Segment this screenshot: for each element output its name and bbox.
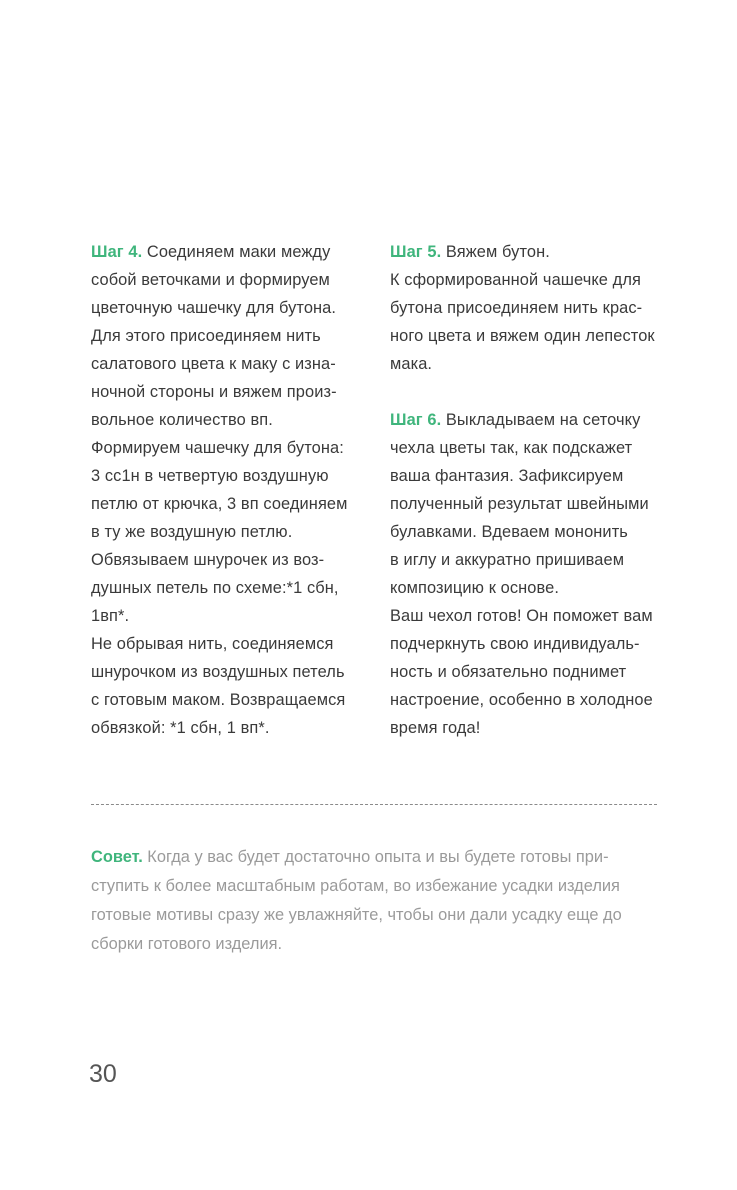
step6-line: булавками. Вдеваем мононить (390, 523, 628, 541)
left-column (91, 238, 366, 742)
step4-line: Обвязываем шнурочек из воз- (91, 551, 325, 569)
step4-line: Не обрывая нить, соединяемся (91, 635, 334, 653)
step6-line: ность и обязательно поднимет (390, 663, 627, 681)
step6-line: настроение, особенно в холодное (390, 691, 653, 709)
step6-line: подчеркнуть свою индивидуаль- (390, 635, 640, 653)
step4-first-text: Соединяем маки между (142, 243, 331, 261)
tip-line: сборки готового изделия. (91, 935, 283, 953)
step4-line: обвязкой: *1 сбн, 1 вп*. (91, 719, 270, 737)
step5-first-text: Вяжем бутон. (441, 243, 550, 261)
step5-first-line (390, 238, 665, 266)
paragraph-gap (390, 378, 665, 406)
step6-line: композицию к основе. (390, 579, 560, 597)
step4-line: ночной стороны и вяжем произ- (91, 383, 337, 401)
step4-line: в ту же воздушную петлю. (91, 523, 293, 541)
step5-line: К сформированной чашечке для (390, 271, 641, 289)
step6-first-line (390, 406, 665, 434)
tip-first-text: Когда у вас будет достаточно опыта и вы будете готовы при- (142, 848, 609, 866)
step4-line: петлю от крючка, 3 вп соединяем (91, 495, 348, 513)
step6-line: в иглу и аккуратно пришиваем (390, 551, 625, 569)
step4-line: с готовым маком. Возвращаемся (91, 691, 346, 709)
step4-line: шнурочком из воздушных петель (91, 663, 345, 681)
step4-line: вольное количество вп. (91, 411, 273, 429)
step5-line: бутона присоединяем нить крас- (390, 299, 643, 317)
tip-label: Совет. (91, 848, 143, 866)
step6-first-text: Выкладываем на сеточку (441, 411, 641, 429)
step4-line: Формируем чашечку для бутона: (91, 439, 344, 457)
step4-line: цветочную чашечку для бутона. (91, 299, 337, 317)
step4-line: салатового цвета к маку с изна- (91, 355, 336, 373)
step5-label: Шаг 5. (390, 243, 442, 261)
step4-line: собой веточками и формируем (91, 271, 330, 289)
step4-line: душных петель по схеме:*1 сбн, (91, 579, 339, 597)
step6-line: ваша фантазия. Зафиксируем (390, 467, 624, 485)
step4-line: 3 сс1н в четвертую воздушную (91, 467, 329, 485)
step6-label: Шаг 6. (390, 411, 442, 429)
step6-line: время года! (390, 719, 481, 737)
tip-line: ступить к более масштабным работам, во избежание усадки изделия (91, 877, 620, 895)
step6-line: полученный результат швейными (390, 495, 649, 513)
tip-block (91, 843, 666, 959)
step6-line: чехла цветы так, как подскажет (390, 439, 633, 457)
step5-line: ного цвета и вяжем один лепесток (390, 327, 655, 345)
dashed-divider (91, 804, 657, 805)
step4-label: Шаг 4. (91, 243, 143, 261)
step5-line: мака. (390, 355, 433, 373)
step4-line: 1вп*. (91, 607, 130, 625)
tip-first-line (91, 843, 666, 872)
page-number: 30 (89, 1060, 117, 1088)
step6-line: Ваш чехол готов! Он поможет вам (390, 607, 653, 625)
step4-first-line (91, 238, 366, 266)
tip-line: готовые мотивы сразу же увлажняйте, чтобы они дали усадку еще до (91, 906, 622, 924)
right-column (390, 238, 665, 742)
step4-line: Для этого присоединяем нить (91, 327, 321, 345)
